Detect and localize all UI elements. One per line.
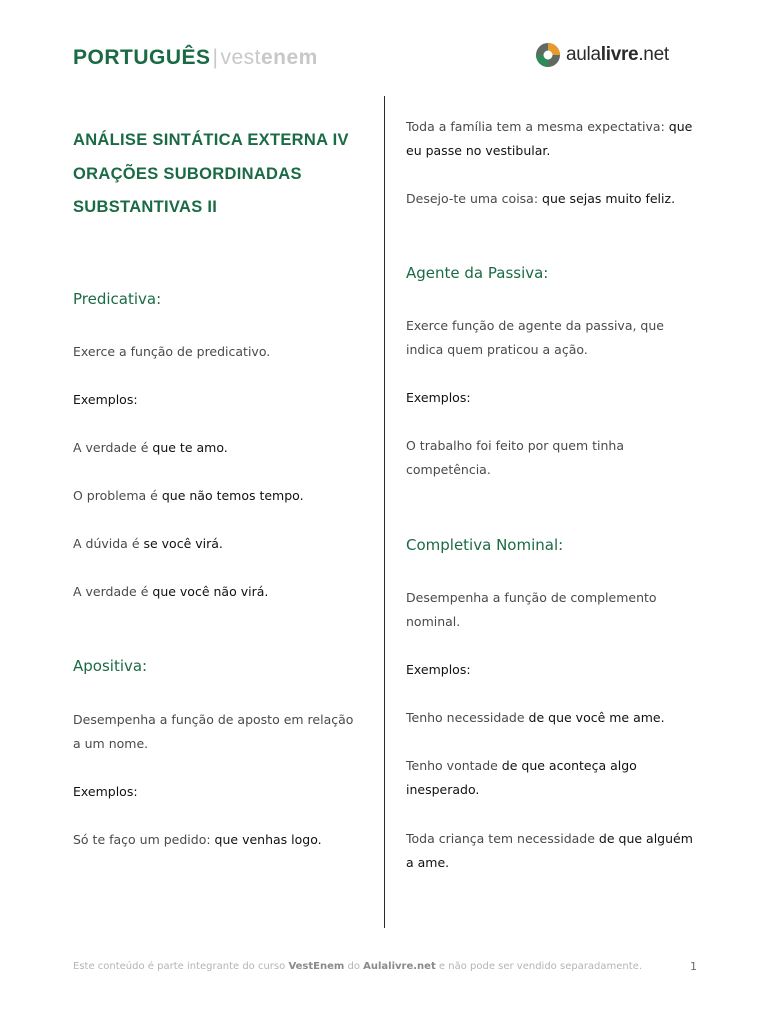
subject-label: PORTUGUÊS (73, 46, 211, 69)
heading-predicativa: Predicativa: (73, 290, 162, 308)
apositiva-examples-label: Exemplos: (73, 784, 138, 799)
apositiva-example-1: Só te faço um pedido: que venhas logo. (73, 832, 322, 847)
apositiva-description: Desempenha a função de aposto em relação a um nome. (73, 712, 354, 751)
continued-example-1: Toda a família tem a mesma expectativa: que eu passe no vestibular. (406, 119, 693, 158)
predicativa-examples-label: Exemplos: (73, 392, 138, 407)
predicativa-example-3: A dúvida é se você virá. (73, 536, 223, 551)
agente-description: Exerce função de agente da passiva, que indica quem praticou a ação. (406, 318, 664, 357)
completiva-example-3: Toda criança tem necessidade de que alguém a ame. (406, 831, 693, 870)
heading-apositiva: Apositiva: (73, 657, 148, 675)
heading-agente-da-passiva: Agente da Passiva: (406, 264, 549, 282)
predicativa-example-1: A verdade é que te amo. (73, 440, 228, 455)
heading-completiva-nominal: Completiva Nominal: (406, 536, 564, 554)
predicativa-description: Exerce a função de predicativo. (73, 344, 271, 359)
brand-enem: enem (261, 46, 318, 69)
predicativa-example-2: O problema é que não temos tempo. (73, 488, 304, 503)
agente-example-1: O trabalho foi feito por quem tinha competência. (406, 438, 624, 477)
column-divider (384, 96, 385, 928)
completiva-example-2: Tenho vontade de que aconteça algo inesperado. (406, 758, 637, 797)
header-separator: | (212, 46, 219, 69)
continued-example-2: Desejo-te uma coisa: que sejas muito feliz. (406, 191, 676, 206)
completiva-example-1: Tenho necessidade de que você me ame. (406, 710, 665, 725)
page-number: 1 (690, 960, 697, 973)
brand-vest: vest (220, 46, 261, 69)
aulalivre-logo (535, 42, 669, 68)
completiva-description: Desempenha a função de complemento nominal. (406, 590, 657, 629)
logo-wordmark: aulalivre.net (566, 44, 669, 65)
header-subject (73, 46, 318, 70)
footer-notice: Este conteúdo é parte integrante do curso VestEnem do Aulalivre.net e não pode ser vendido separadamente. (73, 961, 643, 972)
page-title: ANÁLISE SINTÁTICA EXTERNA IV ORAÇÕES SUBORDINADAS SUBSTANTIVAS II (73, 131, 349, 216)
predicativa-example-4: A verdade é que você não virá. (73, 584, 269, 599)
agente-examples-label: Exemplos: (406, 390, 471, 405)
globe-logo-icon (535, 42, 561, 68)
completiva-examples-label: Exemplos: (406, 662, 471, 677)
